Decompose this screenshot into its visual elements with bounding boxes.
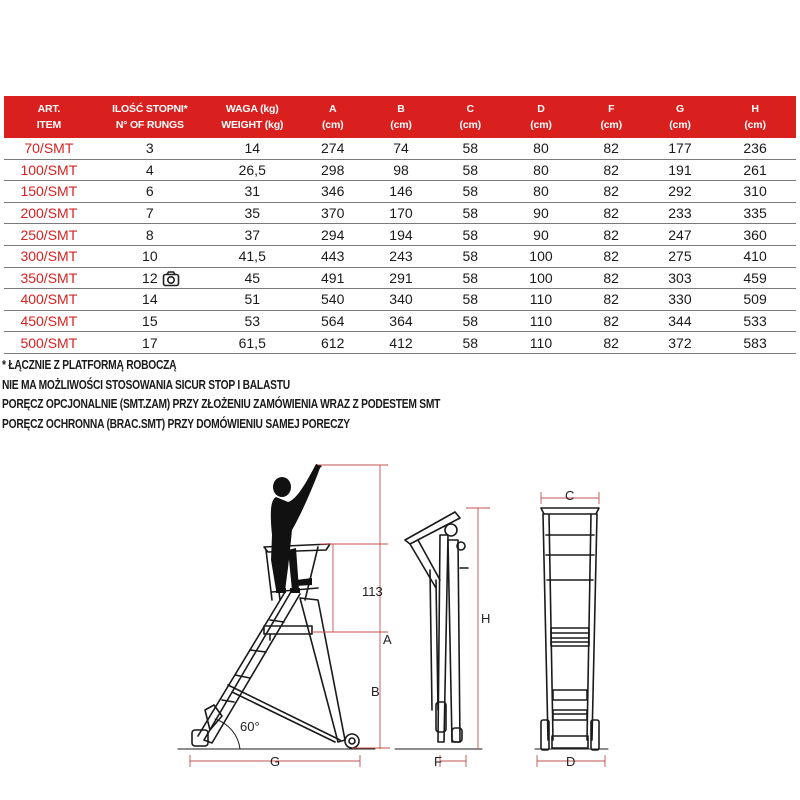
table-cell — [714, 140, 796, 156]
label-113: 113 — [362, 584, 383, 599]
table-cell — [94, 313, 206, 329]
cell-value: 370 — [321, 205, 345, 222]
column-header-line1: H — [751, 103, 759, 115]
cell-value: 58 — [462, 140, 479, 157]
table-cell — [94, 162, 206, 178]
table-cell — [577, 140, 646, 156]
column-header-line1: D — [537, 103, 545, 115]
cell-value: 58 — [462, 205, 479, 222]
column-header — [4, 96, 94, 138]
cell-value: 350/SMT — [20, 269, 78, 286]
table-cell — [299, 227, 367, 243]
cell-value: 233 — [668, 205, 692, 222]
label-g: G — [270, 754, 281, 769]
cell-value: 292 — [668, 183, 692, 200]
label-d: D — [566, 754, 576, 769]
cell-value: 80 — [533, 161, 549, 178]
column-header — [714, 96, 796, 138]
table-cell — [299, 183, 367, 199]
cell-value: 80 — [533, 183, 549, 200]
cell-value: 372 — [668, 334, 692, 351]
cell-value: 583 — [743, 334, 767, 351]
table-cell — [577, 335, 646, 351]
cell-value: 41,5 — [238, 248, 266, 265]
cell-value: 14 — [142, 291, 158, 308]
table-cell — [505, 140, 576, 156]
cell-value: 58 — [462, 291, 479, 308]
column-header — [435, 96, 505, 138]
cell-value: 200/SMT — [20, 205, 78, 222]
column-header — [206, 96, 299, 138]
cell-value: 58 — [462, 313, 479, 330]
column-header-line2: (cm) — [600, 119, 622, 131]
cell-value: 31 — [244, 183, 261, 200]
table-cell — [94, 140, 206, 156]
table-cell — [577, 183, 646, 199]
table-cell — [577, 162, 646, 178]
table-cell — [714, 227, 796, 243]
cell-value: 74 — [393, 140, 409, 157]
cell-value: 100 — [529, 248, 553, 265]
table-cell — [435, 227, 505, 243]
cell-value: 450/SMT — [20, 313, 78, 330]
table-cell — [646, 313, 714, 329]
column-header — [367, 96, 435, 138]
table-row — [4, 138, 796, 160]
table-cell — [94, 183, 206, 199]
column-header-line1: F — [608, 103, 615, 115]
cell-value: 58 — [462, 226, 479, 243]
table-cell — [577, 248, 646, 264]
table-cell — [299, 270, 367, 286]
column-header — [94, 96, 206, 138]
table-cell — [714, 335, 796, 351]
cell-value: 82 — [603, 269, 619, 286]
table-cell — [646, 140, 714, 156]
cell-value: 4 — [145, 161, 154, 178]
cell-value: 51 — [244, 291, 261, 308]
table-cell — [577, 270, 646, 286]
cell-value: 291 — [389, 269, 413, 286]
cell-value: 412 — [389, 334, 413, 351]
cell-value: 243 — [389, 248, 413, 265]
table-cell — [505, 335, 576, 351]
cell-value: 236 — [743, 140, 767, 157]
cell-value: 346 — [321, 183, 345, 200]
table-cell — [206, 335, 299, 351]
table-cell — [206, 248, 299, 264]
cell-value: 26,5 — [238, 161, 266, 178]
table-cell — [367, 140, 435, 156]
table-cell — [367, 313, 435, 329]
cell-value: 82 — [603, 205, 619, 222]
cell-value: 17 — [142, 334, 158, 351]
item-code-cell — [4, 313, 94, 329]
front-view — [535, 508, 608, 750]
table-cell — [435, 183, 505, 199]
table-cell — [435, 270, 505, 286]
table-cell — [577, 205, 646, 221]
note-3: PORĘCZ OPCJONALNIE (SMT.ZAM) PRZY ZŁOŻENIU ZAMÓWIENIA WRAZ Z PODESTEM SMT — [2, 397, 441, 411]
item-code-cell — [4, 248, 94, 264]
cell-value: 82 — [603, 161, 619, 178]
item-code-cell — [4, 140, 94, 156]
spec-table — [4, 96, 796, 354]
table-cell — [367, 335, 435, 351]
cell-value: 303 — [668, 269, 692, 286]
table-cell — [367, 183, 435, 199]
column-header-line1: C — [466, 103, 474, 115]
cell-value: 612 — [321, 334, 345, 351]
cell-value: 45 — [244, 269, 261, 286]
table-cell — [505, 205, 576, 221]
table-cell — [94, 270, 206, 286]
table-cell — [367, 270, 435, 286]
cell-value: 82 — [603, 226, 619, 243]
cell-value: 35 — [244, 205, 261, 222]
cell-value: 15 — [142, 313, 158, 330]
cell-value: 364 — [389, 313, 413, 330]
table-cell — [94, 291, 206, 307]
cell-value: 340 — [389, 291, 413, 308]
table-cell — [435, 313, 505, 329]
table-cell — [299, 313, 367, 329]
table-cell — [299, 162, 367, 178]
table-cell — [206, 227, 299, 243]
table-header — [4, 96, 796, 138]
cell-value: 100/SMT — [20, 161, 78, 178]
cell-value: 250/SMT — [20, 226, 78, 243]
table-cell — [299, 335, 367, 351]
cell-value: 459 — [743, 269, 767, 286]
column-header-line2: WEIGHT (kg) — [221, 119, 284, 131]
cell-value: 58 — [462, 161, 479, 178]
table-row — [4, 311, 796, 333]
table-cell — [435, 140, 505, 156]
cell-value: 90 — [533, 226, 549, 243]
cell-value: 98 — [393, 161, 409, 178]
table-cell — [505, 291, 576, 307]
cell-value: 298 — [321, 161, 345, 178]
cell-value: 330 — [668, 291, 692, 308]
note-1: * ŁĄCZNIE Z PLATFORMĄ ROBOCZĄ — [2, 358, 177, 372]
table-cell — [577, 291, 646, 307]
cell-value: 12 — [142, 269, 158, 286]
table-cell — [714, 183, 796, 199]
column-header — [505, 96, 576, 138]
column-header-line2: (cm) — [459, 119, 481, 131]
table-cell — [367, 227, 435, 243]
cell-value: 191 — [668, 161, 692, 178]
item-code-cell — [4, 227, 94, 243]
table-cell — [505, 248, 576, 264]
table-cell — [435, 291, 505, 307]
cell-value: 82 — [603, 140, 619, 157]
cell-value: 82 — [603, 313, 619, 330]
cell-value: 61,5 — [238, 334, 266, 351]
cell-value: 6 — [145, 183, 154, 200]
table-cell — [94, 227, 206, 243]
cell-value: 533 — [743, 313, 767, 330]
column-header — [646, 96, 714, 138]
cell-value: 410 — [743, 248, 767, 265]
column-header-line2: N° OF RUNGS — [115, 119, 184, 131]
cell-value: 150/SMT — [20, 183, 78, 200]
table-cell — [94, 205, 206, 221]
cell-value: 261 — [743, 161, 767, 178]
column-header-line1: ART. — [37, 103, 61, 115]
cell-value: 310 — [743, 183, 767, 200]
cell-value: 274 — [321, 140, 345, 157]
column-header-line2: (cm) — [390, 119, 412, 131]
note-2: NIE MA MOŻLIWOŚCI STOSOWANIA SICUR STOP I BALASTU — [2, 377, 290, 392]
column-header-line2: (cm) — [322, 119, 344, 131]
ladder-drawing — [0, 440, 800, 800]
table-row — [4, 268, 796, 290]
item-code-cell — [4, 205, 94, 221]
table-cell — [367, 248, 435, 264]
table-cell — [646, 291, 714, 307]
cell-value: 491 — [321, 269, 345, 286]
table-cell — [206, 205, 299, 221]
cell-value: 14 — [244, 140, 261, 157]
table-cell — [646, 162, 714, 178]
table-cell — [505, 270, 576, 286]
cell-value: 58 — [462, 248, 479, 265]
table-cell — [206, 313, 299, 329]
table-cell — [646, 227, 714, 243]
table-row — [4, 332, 796, 354]
cell-value: 509 — [743, 291, 767, 308]
table-cell — [714, 270, 796, 286]
table-row — [4, 203, 796, 225]
column-header — [299, 96, 367, 138]
cell-value: 82 — [603, 183, 619, 200]
table-cell — [206, 140, 299, 156]
table-cell — [206, 291, 299, 307]
table-row — [4, 246, 796, 268]
notes — [2, 356, 536, 434]
table-row — [4, 160, 796, 182]
cell-value: 360 — [743, 226, 767, 243]
item-code-cell — [4, 270, 94, 286]
cell-value: 335 — [743, 205, 767, 222]
cell-value: 110 — [529, 334, 553, 351]
cell-value: 275 — [668, 248, 692, 265]
table-cell — [367, 162, 435, 178]
table-cell — [505, 162, 576, 178]
cell-value: 58 — [462, 334, 479, 351]
item-code-cell — [4, 291, 94, 307]
table-cell — [299, 291, 367, 307]
cell-value: 70/SMT — [24, 140, 74, 157]
column-header-line1: B — [397, 103, 405, 115]
table-cell — [299, 248, 367, 264]
cell-value: 110 — [529, 313, 553, 330]
column-header-line1: ILOŚĆ STOPNI* — [112, 103, 188, 115]
cell-value: 58 — [462, 183, 479, 200]
cell-value: 500/SMT — [20, 334, 78, 351]
table-cell — [505, 227, 576, 243]
table-cell — [206, 183, 299, 199]
table-cell — [94, 335, 206, 351]
table-cell — [714, 291, 796, 307]
table-cell — [505, 183, 576, 199]
cell-value: 564 — [321, 313, 345, 330]
table-cell — [367, 291, 435, 307]
cell-value: 443 — [321, 248, 345, 265]
cell-value: 194 — [389, 226, 413, 243]
table-cell — [435, 335, 505, 351]
label-f: F — [434, 754, 442, 769]
table-cell — [299, 140, 367, 156]
item-code-cell — [4, 183, 94, 199]
table-cell — [646, 205, 714, 221]
label-a: A — [383, 632, 392, 647]
person-silhouette — [271, 464, 322, 593]
cell-value: 82 — [603, 291, 619, 308]
cell-value: 344 — [668, 313, 692, 330]
table-cell — [435, 162, 505, 178]
table-row — [4, 224, 796, 246]
table-cell — [505, 313, 576, 329]
item-code-cell — [4, 162, 94, 178]
table-cell — [299, 205, 367, 221]
table-cell — [435, 248, 505, 264]
cell-value: 80 — [533, 140, 549, 157]
table-cell — [577, 227, 646, 243]
cell-value: 170 — [389, 205, 413, 222]
cell-value: 7 — [145, 205, 154, 222]
column-header-line1: G — [675, 103, 684, 115]
table-cell — [206, 162, 299, 178]
label-c: C — [565, 488, 575, 503]
cell-value: 110 — [529, 291, 553, 308]
cell-value: 82 — [603, 334, 619, 351]
table-cell — [367, 205, 435, 221]
table-cell — [714, 205, 796, 221]
cell-value: 177 — [668, 140, 692, 157]
folded-view — [395, 512, 482, 749]
cell-value: 540 — [321, 291, 345, 308]
column-header-line2: (cm) — [530, 119, 552, 131]
column-header-line1: WAGA (kg) — [225, 103, 279, 115]
cell-value: 8 — [145, 226, 154, 243]
table-cell — [206, 270, 299, 286]
label-angle: 60° — [240, 719, 260, 734]
table-row — [4, 289, 796, 311]
cell-value: 37 — [244, 226, 261, 243]
table-cell — [714, 248, 796, 264]
cell-value: 247 — [668, 226, 692, 243]
column-header-line2: ITEM — [36, 119, 61, 131]
cell-value: 53 — [244, 313, 261, 330]
cell-value: 82 — [603, 248, 619, 265]
table-cell — [714, 162, 796, 178]
item-code-cell — [4, 335, 94, 351]
table-cell — [646, 183, 714, 199]
cell-value: 58 — [462, 269, 479, 286]
camera-icon[interactable] — [162, 270, 180, 288]
table-cell — [94, 248, 206, 264]
table-cell — [646, 270, 714, 286]
cell-value: 294 — [321, 226, 345, 243]
column-header — [577, 96, 646, 138]
table-row — [4, 181, 796, 203]
table-body — [4, 138, 796, 354]
cell-value: 400/SMT — [20, 291, 78, 308]
cell-value: 100 — [529, 269, 553, 286]
cell-value: 90 — [533, 205, 549, 222]
label-b: B — [371, 684, 380, 699]
table-cell — [646, 335, 714, 351]
cell-value: 10 — [142, 248, 158, 265]
table-cell — [646, 248, 714, 264]
note-4: PORĘCZ OCHRONNA (BRAC.SMT) PRZY DOMÓWIENIU SAMEJ PORECZY — [2, 416, 350, 431]
label-h: H — [481, 611, 491, 626]
table-cell — [577, 313, 646, 329]
table-cell — [714, 313, 796, 329]
cell-value: 3 — [145, 140, 154, 157]
column-header-line2: (cm) — [669, 119, 691, 131]
table-cell — [435, 205, 505, 221]
column-header-line1: A — [329, 103, 337, 115]
column-header-line2: (cm) — [744, 119, 766, 131]
cell-value: 300/SMT — [20, 248, 78, 265]
cell-value: 146 — [389, 183, 413, 200]
